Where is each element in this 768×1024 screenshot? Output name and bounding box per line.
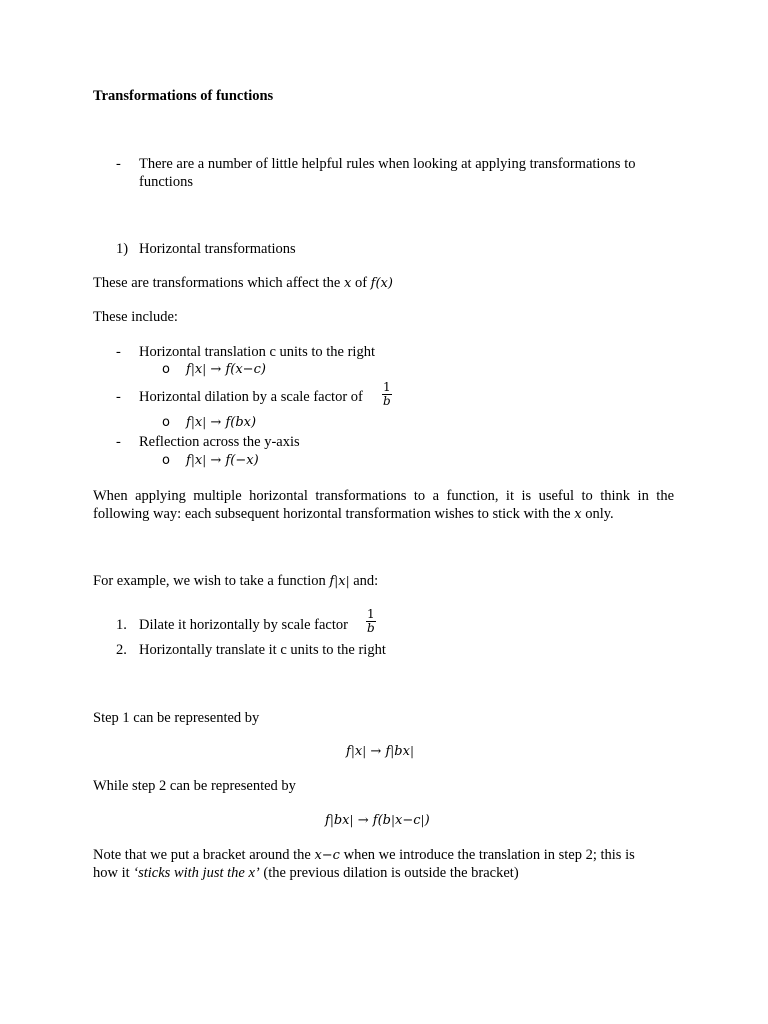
affect-line <box>93 274 393 293</box>
affect-of: of <box>354 275 368 291</box>
list-dash-3: - <box>116 434 121 450</box>
sub-marker-1: o <box>162 362 170 377</box>
include-text: These include: <box>93 309 178 325</box>
step1-text: Dilate it horizontally by scale factor <box>139 617 348 633</box>
list-dash-2: - <box>116 389 121 405</box>
note-line-1: Note that we put a bracket around the x−c when we introduce the translation in step 2; this is <box>93 847 635 863</box>
step2-rep-text: While step 2 can be represented by <box>93 778 296 794</box>
list-dash-1: - <box>116 344 121 360</box>
formula-dilation: f|x| → f(bx) <box>186 415 257 430</box>
affect-text: These are transformations which affect the <box>93 275 341 291</box>
list-item-3: Reflection across the y-axis <box>139 434 300 450</box>
section-heading: Horizontal transformations <box>139 241 296 257</box>
sub-marker-2: o <box>162 415 170 430</box>
step1-rep-text: Step 1 can be represented by <box>93 710 260 726</box>
step2-number: 2. <box>116 642 127 658</box>
intro-line-2: functions <box>139 174 193 190</box>
section-number: 1) <box>116 241 129 257</box>
fraction-1-over-b: $\frac{1}{b}$ <box>383 380 391 408</box>
formula-step2: f|bx| → f(b|x−c|) <box>325 813 430 828</box>
math-fx: f(x) <box>370 276 393 291</box>
formula-reflection: f|x| → f(−x) <box>186 453 259 468</box>
math-x: x <box>343 276 352 291</box>
list-item-1: Horizontal translation c units to the right <box>139 344 375 360</box>
bullet-dash: - <box>116 156 121 172</box>
note-line-2: how it ‘sticks with just the x’ (the previous dilation is outside the bracket) <box>93 865 519 881</box>
example-intro: For example, we wish to take a function f|x| and: <box>93 573 379 589</box>
para-multi-line-1: When applying multiple horizontal transformations to a function, it is useful to think in the <box>93 488 674 504</box>
para-multi-line-2: following way: each subsequent horizontal transformation wishes to stick with the x only. <box>93 506 614 522</box>
formula-translation: f|x| → f(x−c) <box>186 362 266 377</box>
sub-marker-3: o <box>162 453 170 468</box>
formula-step1: f|x| → f|bx| <box>346 744 414 759</box>
page-title: Transformations of functions <box>93 88 274 104</box>
step2-text: Horizontally translate it c units to the right <box>139 642 386 658</box>
fraction-1-over-b-2: $\frac{1}{b}$ <box>367 607 375 635</box>
step1-number: 1. <box>116 617 127 633</box>
intro-line-1: There are a number of little helpful rules when looking at applying transformations to <box>139 156 636 172</box>
list-item-2: Horizontal dilation by a scale factor of <box>139 389 363 405</box>
